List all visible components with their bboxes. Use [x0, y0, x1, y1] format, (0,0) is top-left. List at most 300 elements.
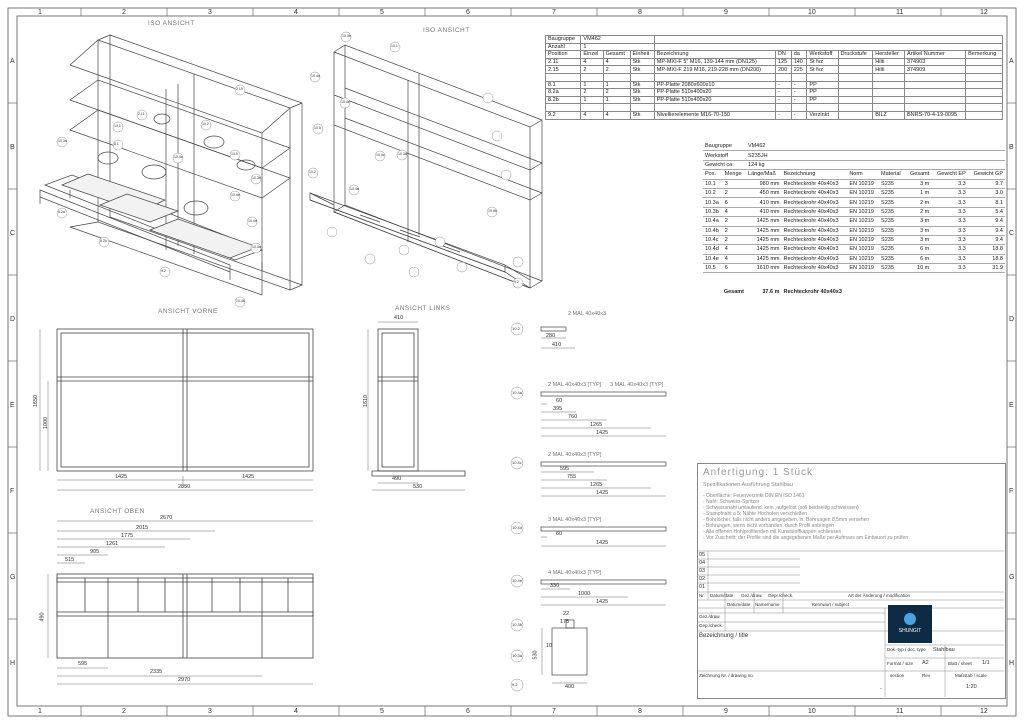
table-cell: 1 [581, 81, 603, 89]
callout: 10.4c [174, 155, 183, 159]
row-label: A [10, 58, 15, 65]
table-cell [838, 104, 873, 112]
table-cell: 4 [723, 207, 746, 216]
table-cell: 2.15 [546, 66, 581, 74]
massstab-value: 1:20 [966, 684, 977, 690]
table-cell: Rechteckrohr 40x40x3 [782, 226, 848, 235]
dim-top-2335: 2335 [150, 669, 163, 675]
tb-note: - Bohrlöcher, falls nicht anders angegeben, in: Bohrungen 8,5mm versehen [703, 517, 870, 523]
table-cell: 18.8 [968, 245, 1005, 254]
table-cell: 3.3 [931, 198, 968, 207]
detail-title-5: 3 MAL 40x40x3 [TYP] [548, 517, 602, 523]
st-baugruppe-value: VM462 [746, 142, 1005, 151]
table-cell: 374909 [904, 66, 965, 74]
table-cell: 3 [723, 179, 746, 188]
row-label: B [1009, 144, 1014, 151]
table-cell: S235 [879, 226, 905, 235]
table-cell: - [775, 96, 791, 104]
col-label: 11 [896, 708, 904, 715]
table-cell: 3.3 [931, 217, 968, 226]
table-cell: EN 10219 [847, 264, 879, 273]
table-cell: Rechteckrohr 40x40x3 [782, 217, 848, 226]
table-cell: 1425 mm [746, 226, 781, 235]
table-cell: Rechteckrohr 40x40x3 [782, 254, 848, 263]
dim-top-595: 595 [78, 661, 88, 667]
callout: 10.4e [341, 100, 350, 104]
dim-d6-d: 400 [565, 684, 575, 690]
table-cell: EN 10219 [847, 254, 879, 263]
table-cell: EN 10219 [847, 188, 879, 197]
st-werkstoff-value: S235JH [746, 151, 1005, 160]
table-cell: 3.3 [931, 264, 968, 273]
row-label: C [1009, 230, 1015, 237]
table-cell: Druckstufe [838, 51, 873, 59]
table-cell [966, 96, 1003, 104]
table-cell: Stk [630, 66, 654, 74]
rev-header-nr: Nr. [699, 593, 705, 598]
table-cell: Gewicht GP [968, 170, 1005, 179]
table-cell: 4 [603, 58, 630, 66]
dok-value: Stahlbau [933, 647, 955, 653]
table-cell: Rechteckrohr 40x40x3 [782, 198, 848, 207]
row-label: H [1009, 660, 1015, 667]
table-cell: 3.3 [931, 188, 968, 197]
table-row [703, 254, 1005, 263]
col-label: 10 [808, 708, 816, 715]
dim-top-905: 905 [90, 549, 100, 555]
dim-d2-e: 1425 [596, 430, 609, 436]
dim-top-1775: 1775 [121, 533, 134, 539]
rev-row: 02 [699, 576, 706, 582]
table-cell: Stk [630, 89, 654, 97]
col-label: 10 [808, 9, 816, 16]
table-cell [603, 73, 630, 81]
dim-d1-b: 410 [552, 342, 562, 348]
table-cell [546, 73, 581, 81]
total-value: 37.6 m [762, 288, 780, 295]
section-label: section [890, 673, 905, 678]
table-cell: Rechteckrohr 40x40x3 [782, 207, 848, 216]
top-view [48, 521, 313, 684]
front-view [40, 329, 313, 490]
dim-d2-c: 760 [568, 414, 578, 420]
table-cell: Position [546, 51, 581, 59]
table-cell: Artikel Nummer [904, 51, 965, 59]
baugruppe-label: Baugruppe [546, 36, 581, 44]
table-cell: 9.7 [968, 179, 1005, 188]
table-cell: Hersteller [873, 51, 905, 59]
parts-table-meta [546, 36, 1003, 44]
table-cell: 6 m [905, 254, 931, 263]
row-label: A [1009, 58, 1014, 65]
table-cell [966, 104, 1003, 112]
callout: 10.5 [231, 152, 238, 156]
dim-d6-b: 175 [560, 619, 570, 625]
callout: 2.15 [236, 87, 243, 91]
col-label: 6 [466, 9, 470, 16]
table-cell: 8.1 [546, 81, 581, 89]
table-cell: EN 10219 [847, 207, 879, 216]
dim-top-1261: 1261 [106, 541, 119, 547]
rev-row: 05 [699, 552, 706, 558]
table-cell: Rechteckrohr 40x40x3 [782, 235, 848, 244]
table-cell: 2.11 [546, 58, 581, 66]
table-cell: - [791, 96, 807, 104]
detail-title-3: 3 MAL 40x40x3 [TYP] [610, 382, 664, 388]
dim-d5-c: 1425 [596, 599, 609, 605]
table-cell: 3 m [905, 235, 931, 244]
table-cell [873, 104, 905, 112]
steel-table-header [703, 170, 1005, 179]
tb-note: - Schweissnaht umlaufend: kein ,aufgelöst (soll beidseitig schweissen) [703, 505, 859, 511]
dim-front-mid: 1000 [43, 416, 50, 430]
table-cell: 4 [581, 111, 603, 119]
rev-label: Rev [922, 673, 931, 678]
col-label: 2 [122, 708, 126, 715]
table-cell: 3.3 [931, 235, 968, 244]
table-cell: 10 m [905, 264, 931, 273]
table-cell: 9.4 [968, 235, 1005, 244]
rev-row: 03 [699, 568, 706, 574]
col-label: 12 [980, 708, 988, 715]
table-cell: PP [807, 96, 838, 104]
view-title-iso2: ISO ANSICHT [423, 27, 470, 34]
table-row [546, 66, 1003, 74]
blatt-value: 1/1 [982, 660, 990, 666]
rev-header-draw: Gez./draw. [741, 593, 763, 598]
table-cell [654, 73, 775, 81]
callout: 10.3b [512, 622, 523, 627]
dim-d3-b: 755 [567, 474, 577, 480]
table-cell: EN 10219 [847, 198, 879, 207]
tb-note: - Vor Zuschnitt: der Profile sind die angegebenen Maße per Aufmass am Einbauort zu prüfen [703, 535, 909, 541]
table-cell: 5.4 [968, 207, 1005, 216]
rev-row: 04 [699, 560, 706, 566]
callout: 10.4b [488, 209, 497, 213]
table-cell: 1425 mm [746, 245, 781, 254]
table-cell: 3.0 [968, 188, 1005, 197]
table-cell: 1610 mm [746, 264, 781, 273]
table-cell [581, 73, 603, 81]
callout: 10.4b [236, 299, 245, 303]
table-cell: S235 [879, 235, 905, 244]
callout: 10.3a [58, 139, 67, 143]
dim-d2-d: 1265 [590, 422, 603, 428]
table-cell: 3.3 [931, 179, 968, 188]
table-cell: PP [807, 81, 838, 89]
logo-icon [904, 613, 916, 625]
table-cell: Bezeichnung [654, 51, 775, 59]
tb-note: - Stumpfnaht a 5; Nähte Hochofen verschleifen [703, 511, 807, 517]
table-cell [873, 81, 905, 89]
table-cell: 2 [581, 89, 603, 97]
col-label: 7 [552, 708, 556, 715]
table-row [703, 179, 1005, 188]
table-cell: 8.2b [546, 96, 581, 104]
table-cell [838, 73, 873, 81]
table-cell: 31.9 [968, 264, 1005, 273]
table-row [546, 96, 1003, 104]
callout: 10.2 [512, 326, 520, 331]
col-label: 3 [208, 708, 212, 715]
iso2-callouts [308, 32, 523, 288]
table-cell: - [775, 111, 791, 119]
view-title-top: ANSICHT OBEN [90, 508, 145, 515]
table-cell: EN 10219 [847, 235, 879, 244]
anzahl-label: Anzahl [546, 43, 581, 51]
table-cell: 10.3b [703, 207, 723, 216]
table-cell: PP-Platte 510x400x20 [654, 96, 775, 104]
callout: 10.5 [314, 126, 321, 130]
table-cell: 3.3 [931, 207, 968, 216]
row-label: C [10, 230, 16, 237]
table-cell: 4 [723, 245, 746, 254]
callout: 10.4a [252, 245, 261, 249]
table-cell: Werkstoff [807, 51, 838, 59]
dim-d6-a: 22 [563, 611, 570, 617]
table-cell: 8.2a [546, 89, 581, 97]
table-cell: Rechteckrohr 40x40x3 [782, 188, 848, 197]
table-cell [904, 81, 965, 89]
detail-title-4: 2 MAL 40x40x3 [TYP] [548, 452, 602, 458]
table-cell [966, 66, 1003, 74]
table-cell: Stk [630, 58, 654, 66]
table-cell: 10.4c [703, 235, 723, 244]
table-cell: EN 10219 [847, 245, 879, 254]
callout: 10.4d [248, 219, 257, 223]
dim-d5-a: 330 [550, 583, 560, 589]
table-row [703, 198, 1005, 207]
callout: 8.1 [114, 142, 119, 146]
table-cell: 9.4 [968, 217, 1005, 226]
callout: 8.2a [58, 210, 65, 214]
logo-text: SHUNGIT [898, 628, 922, 634]
gez-label: Gez./draw. [699, 614, 721, 619]
dim-left-h: 1610 [363, 394, 370, 408]
col-label: 3 [208, 9, 212, 16]
col-label: 9 [724, 708, 728, 715]
tb-spec: Spezifikationen Ausführung Stahlbau [703, 482, 793, 488]
col-label: 5 [380, 9, 384, 16]
table-cell: Einzel [581, 51, 603, 59]
row-label: F [10, 488, 15, 495]
massstab-label: Maßstab / scale [955, 673, 987, 678]
table-cell: 1 [603, 96, 630, 104]
table-cell: Stk [630, 111, 654, 119]
table-cell [904, 73, 965, 81]
callout: 10.3b [252, 176, 261, 180]
table-row [703, 217, 1005, 226]
table-cell: S235 [879, 188, 905, 197]
row-label: F [1009, 488, 1014, 495]
detail-title-6: 4 MAL 40x40x3 [TYP] [548, 570, 602, 576]
table-cell: 2 [603, 89, 630, 97]
row-label: G [1009, 574, 1015, 581]
table-cell [873, 96, 905, 104]
dim-d3-c: 1265 [590, 482, 603, 488]
table-cell: 374903 [904, 58, 965, 66]
detail-title-2: 2 MAL 40x40x3 [TYP] [548, 382, 602, 388]
dim-left-top: 410 [394, 315, 404, 321]
col-label: 5 [380, 708, 384, 715]
table-cell: Menge [723, 170, 746, 179]
callout: 8.2b [100, 239, 107, 243]
table-cell [807, 104, 838, 112]
table-cell [838, 96, 873, 104]
table-cell: - [775, 89, 791, 97]
table-cell: 10.5 [703, 264, 723, 273]
steel-table-body [703, 179, 1005, 273]
table-cell: St fvz [807, 58, 838, 66]
table-cell: - [775, 81, 791, 89]
sub-header-subject: Kennwort / subject [812, 602, 850, 607]
baugruppe-value: VM462 [581, 36, 654, 44]
rev-header-mod: Art der Änderung / modification [848, 593, 911, 598]
table-cell: 2 [581, 66, 603, 74]
table-cell: 2 m [905, 207, 931, 216]
col-label: 6 [466, 708, 470, 715]
callout: 10.4d [512, 525, 523, 530]
table-cell: 1425 mm [746, 254, 781, 263]
col-label: 9 [724, 9, 728, 16]
table-cell: 1425 mm [746, 217, 781, 226]
table-cell: Nivellierelemente M16-70-150 [654, 111, 775, 119]
col-label: 7 [552, 9, 556, 16]
dim-d1-a: 280 [546, 333, 556, 339]
iso-view-2-frame [310, 45, 542, 288]
table-cell: S235 [879, 198, 905, 207]
company-logo [888, 605, 932, 643]
table-cell: 3 m [905, 217, 931, 226]
table-cell: 4 [723, 254, 746, 263]
anzahl-value: 1 [581, 43, 654, 51]
format-label: Format / size [887, 661, 914, 666]
table-cell: Bemerkung [966, 51, 1003, 59]
table-cell: EN 10219 [847, 179, 879, 188]
table-cell: Einheit [630, 51, 654, 59]
table-cell [873, 89, 905, 97]
view-title-left: ANSICHT LINKS [395, 305, 451, 312]
table-cell: 225 [791, 66, 807, 74]
table-cell: 410 mm [746, 198, 781, 207]
table-cell: 980 mm [746, 179, 781, 188]
table-cell [904, 104, 965, 112]
total-label: Gesamt [723, 288, 745, 295]
table-cell [581, 104, 603, 112]
dim-front-total: 2850 [178, 484, 191, 490]
table-cell: DN [775, 51, 791, 59]
table-cell: S235 [879, 254, 905, 263]
st-gewicht-label: Gewicht ca: [703, 160, 746, 169]
row-label: H [10, 660, 16, 667]
callout: 10.4a [512, 390, 523, 395]
total-desc: Rechteckrohr 40x40x3 [783, 288, 842, 295]
callout: 10.3a [512, 653, 523, 658]
steel-table [703, 142, 1005, 296]
table-cell [775, 73, 791, 81]
table-cell [791, 104, 807, 112]
callout: 10.4e [512, 578, 523, 583]
table-cell: 2 [603, 66, 630, 74]
table-cell: 6 m [905, 245, 931, 254]
zeichnung-label: Zeichnung Nr. / drawing no. [699, 673, 755, 678]
table-cell: 10.3a [703, 198, 723, 207]
table-cell [904, 96, 965, 104]
table-cell: 3.3 [931, 245, 968, 254]
table-cell [838, 81, 873, 89]
table-cell [630, 73, 654, 81]
table-cell: 10.4d [703, 245, 723, 254]
dim-d4-a: 60 [556, 531, 563, 537]
table-cell: Gewicht EP [931, 170, 968, 179]
col-label: 2 [122, 9, 126, 16]
table-cell: 9.4 [968, 226, 1005, 235]
table-cell [904, 89, 965, 97]
callout: 9.2 [514, 280, 519, 284]
dim-d3-d: 1425 [596, 490, 609, 496]
table-cell: 4 [581, 58, 603, 66]
left-view [368, 322, 465, 490]
parts-table-meta [546, 43, 1003, 51]
table-row [703, 245, 1005, 254]
rev-header-check: Gepr./check. [768, 593, 794, 598]
callout: 10.3b [342, 34, 351, 38]
table-cell: EN 10219 [847, 217, 879, 226]
view-title-iso1: ISO ANSICHT [148, 20, 195, 27]
table-cell: 2 [723, 217, 746, 226]
dim-top-2670: 2670 [160, 515, 173, 521]
table-cell: 2 [723, 188, 746, 197]
table-cell: 10.4a [703, 217, 723, 226]
table-cell: Stk [630, 96, 654, 104]
callout: 2.11 [138, 112, 145, 116]
col-label: 1 [38, 708, 42, 715]
dim-top-2015: 2015 [136, 525, 149, 531]
dim-d2-b: 395 [553, 406, 563, 412]
table-cell: - [791, 81, 807, 89]
sub-header-date: Datum/date [727, 602, 751, 607]
col-label: 12 [980, 9, 988, 16]
tb-heading: Anfertigung: 1 Stück [703, 467, 814, 478]
callout: 9.2 [512, 682, 518, 687]
dim-d3-a: 595 [560, 466, 570, 472]
row-label: E [10, 402, 15, 409]
detail-title-1: 2 MAL 40x40x3 [568, 311, 607, 317]
callout: 10.4d [311, 74, 320, 78]
table-cell: 6 [723, 264, 746, 273]
table-cell: 6 [723, 198, 746, 207]
table-cell: Norm [847, 170, 879, 179]
table-cell [966, 111, 1003, 119]
table-cell: 2 m [905, 198, 931, 207]
detail-callouts [511, 323, 523, 691]
table-cell: BNRS-70-4-19-0095 [904, 111, 965, 119]
table-cell: 18.8 [968, 254, 1005, 263]
table-cell [838, 89, 873, 97]
table-cell: 410 mm [746, 207, 781, 216]
table-cell: 1 m [905, 188, 931, 197]
format-value: A2 [922, 660, 929, 666]
table-row [546, 81, 1003, 89]
table-cell [966, 58, 1003, 66]
table-cell: S235 [879, 179, 905, 188]
table-cell: Bezeichnung [782, 170, 848, 179]
callout: 10.4e [231, 193, 240, 197]
table-cell [546, 104, 581, 112]
zeichnung-dash: - [880, 686, 882, 692]
table-cell: Gesamt [905, 170, 931, 179]
table-cell: 10.4b [703, 226, 723, 235]
